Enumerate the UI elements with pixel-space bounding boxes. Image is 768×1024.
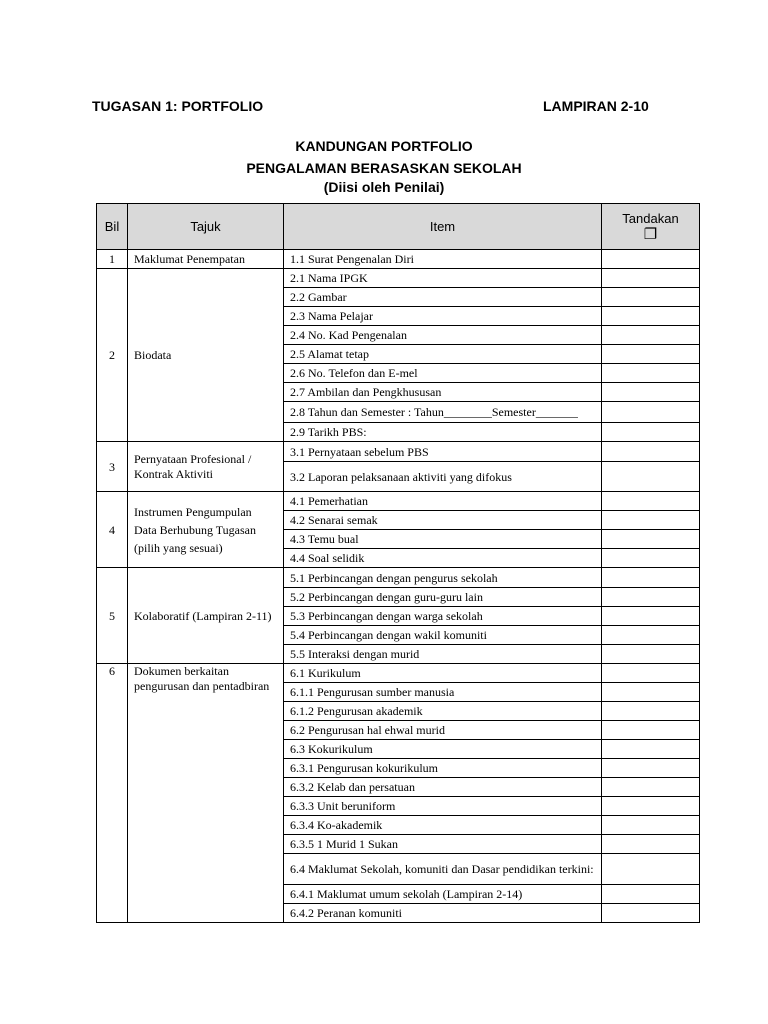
tandakan-cell[interactable] (602, 835, 700, 854)
bil-cell: 4 (97, 492, 128, 568)
tandakan-cell[interactable] (602, 568, 700, 588)
header-tajuk: Tajuk (128, 204, 284, 250)
checkbox-icon: ❐ (643, 225, 658, 243)
item-cell: 5.1 Perbincangan dengan pengurus sekolah (284, 568, 602, 588)
tandakan-cell[interactable] (602, 816, 700, 835)
tandakan-cell[interactable] (602, 462, 700, 492)
item-cell: 6.3.5 1 Murid 1 Sukan (284, 835, 602, 854)
item-cell: 5.5 Interaksi dengan murid (284, 645, 602, 664)
item-cell: 6.3.4 Ko-akademik (284, 816, 602, 835)
item-cell: 2.3 Nama Pelajar (284, 307, 602, 326)
page-note: (Diisi oleh Penilai) (323, 179, 445, 195)
item-cell: 4.3 Temu bual (284, 530, 602, 549)
item-cell: 6.3.1 Pengurusan kokurikulum (284, 759, 602, 778)
tajuk-cell: Kolaboratif (Lampiran 2-11) (128, 568, 284, 664)
tandakan-cell[interactable] (602, 402, 700, 423)
tandakan-cell[interactable] (602, 797, 700, 816)
table-body (97, 250, 700, 923)
table-row (97, 442, 700, 462)
tandakan-cell[interactable] (602, 530, 700, 549)
tandakan-cell[interactable] (602, 885, 700, 904)
item-cell: 4.4 Soal selidik (284, 549, 602, 568)
page-title: KANDUNGAN PORTFOLIO (295, 138, 473, 154)
item-cell: 2.6 No. Telefon dan E-mel (284, 364, 602, 383)
item-cell: 2.1 Nama IPGK (284, 269, 602, 288)
tandakan-cell[interactable] (602, 778, 700, 797)
tajuk-cell: Instrumen Pengumpulan Data Berhubung Tugasan (pilih yang sesuai) (128, 492, 284, 568)
item-cell: 5.2 Perbincangan dengan guru-guru lain (284, 588, 602, 607)
tandakan-cell[interactable] (602, 759, 700, 778)
tandakan-cell[interactable] (602, 326, 700, 345)
appendix-label: LAMPIRAN 2-10 (543, 98, 649, 114)
tandakan-cell[interactable] (602, 383, 700, 402)
header-item: Item (284, 204, 602, 250)
item-cell: 6.4 Maklumat Sekolah, komuniti dan Dasar pendidikan terkini: (284, 854, 602, 885)
item-cell: 6.3.3 Unit beruniform (284, 797, 602, 816)
item-cell: 5.4 Perbincangan dengan wakil komuniti (284, 626, 602, 645)
tandakan-cell[interactable] (602, 549, 700, 568)
tandakan-cell[interactable] (602, 702, 700, 721)
tandakan-cell[interactable] (602, 364, 700, 383)
tandakan-cell[interactable] (602, 664, 700, 683)
item-cell: 2.7 Ambilan dan Pengkhususan (284, 383, 602, 402)
page-subtitle: PENGALAMAN BERASASKAN SEKOLAH (246, 160, 522, 176)
assignment-label: TUGASAN 1: PORTFOLIO (92, 98, 264, 114)
item-cell: 2.5 Alamat tetap (284, 345, 602, 364)
item-cell: 2.9 Tarikh PBS: (284, 423, 602, 442)
item-cell: 3.1 Pernyataan sebelum PBS (284, 442, 602, 462)
table-row (97, 269, 700, 288)
table-row (97, 492, 700, 511)
tandakan-cell[interactable] (602, 288, 700, 307)
item-cell: 4.2 Senarai semak (284, 511, 602, 530)
tandakan-cell[interactable] (602, 626, 700, 645)
item-cell: 6.4.2 Peranan komuniti (284, 904, 602, 923)
header-bil: Bil (97, 204, 128, 250)
item-cell: 2.8 Tahun dan Semester : Tahun________Semester_______ (284, 402, 602, 423)
item-cell: 4.1 Pemerhatian (284, 492, 602, 511)
tandakan-cell[interactable] (602, 721, 700, 740)
tandakan-cell[interactable] (602, 423, 700, 442)
item-cell: 6.1.2 Pengurusan akademik (284, 702, 602, 721)
tajuk-cell: Dokumen berkaitan pengurusan dan pentadbiran (128, 664, 284, 923)
table-header-row (97, 204, 700, 250)
bil-cell: 5 (97, 568, 128, 664)
tajuk-cell: Pernyataan Profesional / Kontrak Aktiviti (128, 442, 284, 492)
bil-cell: 1 (97, 250, 128, 269)
tandakan-cell[interactable] (602, 588, 700, 607)
item-cell: 1.1 Surat Pengenalan Diri (284, 250, 602, 269)
tandakan-label: Tandakan (622, 210, 679, 226)
item-cell: 6.4.1 Maklumat umum sekolah (Lampiran 2-14) (284, 885, 602, 904)
item-cell: 6.1 Kurikulum (284, 664, 602, 683)
item-cell: 6.3.2 Kelab dan persatuan (284, 778, 602, 797)
header-tandakan (602, 204, 700, 250)
tandakan-cell[interactable] (602, 269, 700, 288)
tandakan-cell[interactable] (602, 511, 700, 530)
item-cell: 5.3 Perbincangan dengan warga sekolah (284, 607, 602, 626)
bil-cell: 6 (97, 664, 128, 923)
tandakan-cell[interactable] (602, 683, 700, 702)
tandakan-cell[interactable] (602, 307, 700, 326)
item-cell: 2.2 Gambar (284, 288, 602, 307)
table-row (97, 568, 700, 588)
tandakan-cell[interactable] (602, 442, 700, 462)
tandakan-cell[interactable] (602, 904, 700, 923)
table-row (97, 250, 700, 269)
tandakan-cell[interactable] (602, 607, 700, 626)
table-row (97, 664, 700, 683)
tandakan-cell[interactable] (602, 492, 700, 511)
tajuk-cell: Biodata (128, 269, 284, 442)
tandakan-cell[interactable] (602, 250, 700, 269)
item-cell: 6.1.1 Pengurusan sumber manusia (284, 683, 602, 702)
bil-cell: 3 (97, 442, 128, 492)
tandakan-cell[interactable] (602, 740, 700, 759)
tandakan-cell[interactable] (602, 645, 700, 664)
item-cell: 2.4 No. Kad Pengenalan (284, 326, 602, 345)
tajuk-cell: Maklumat Penempatan (128, 250, 284, 269)
tandakan-cell[interactable] (602, 854, 700, 885)
item-cell: 6.2 Pengurusan hal ehwal murid (284, 721, 602, 740)
item-cell: 6.3 Kokurikulum (284, 740, 602, 759)
portfolio-checklist-table (96, 203, 700, 923)
tandakan-cell[interactable] (602, 345, 700, 364)
bil-cell: 2 (97, 269, 128, 442)
item-cell: 3.2 Laporan pelaksanaan aktiviti yang difokus (284, 462, 602, 492)
